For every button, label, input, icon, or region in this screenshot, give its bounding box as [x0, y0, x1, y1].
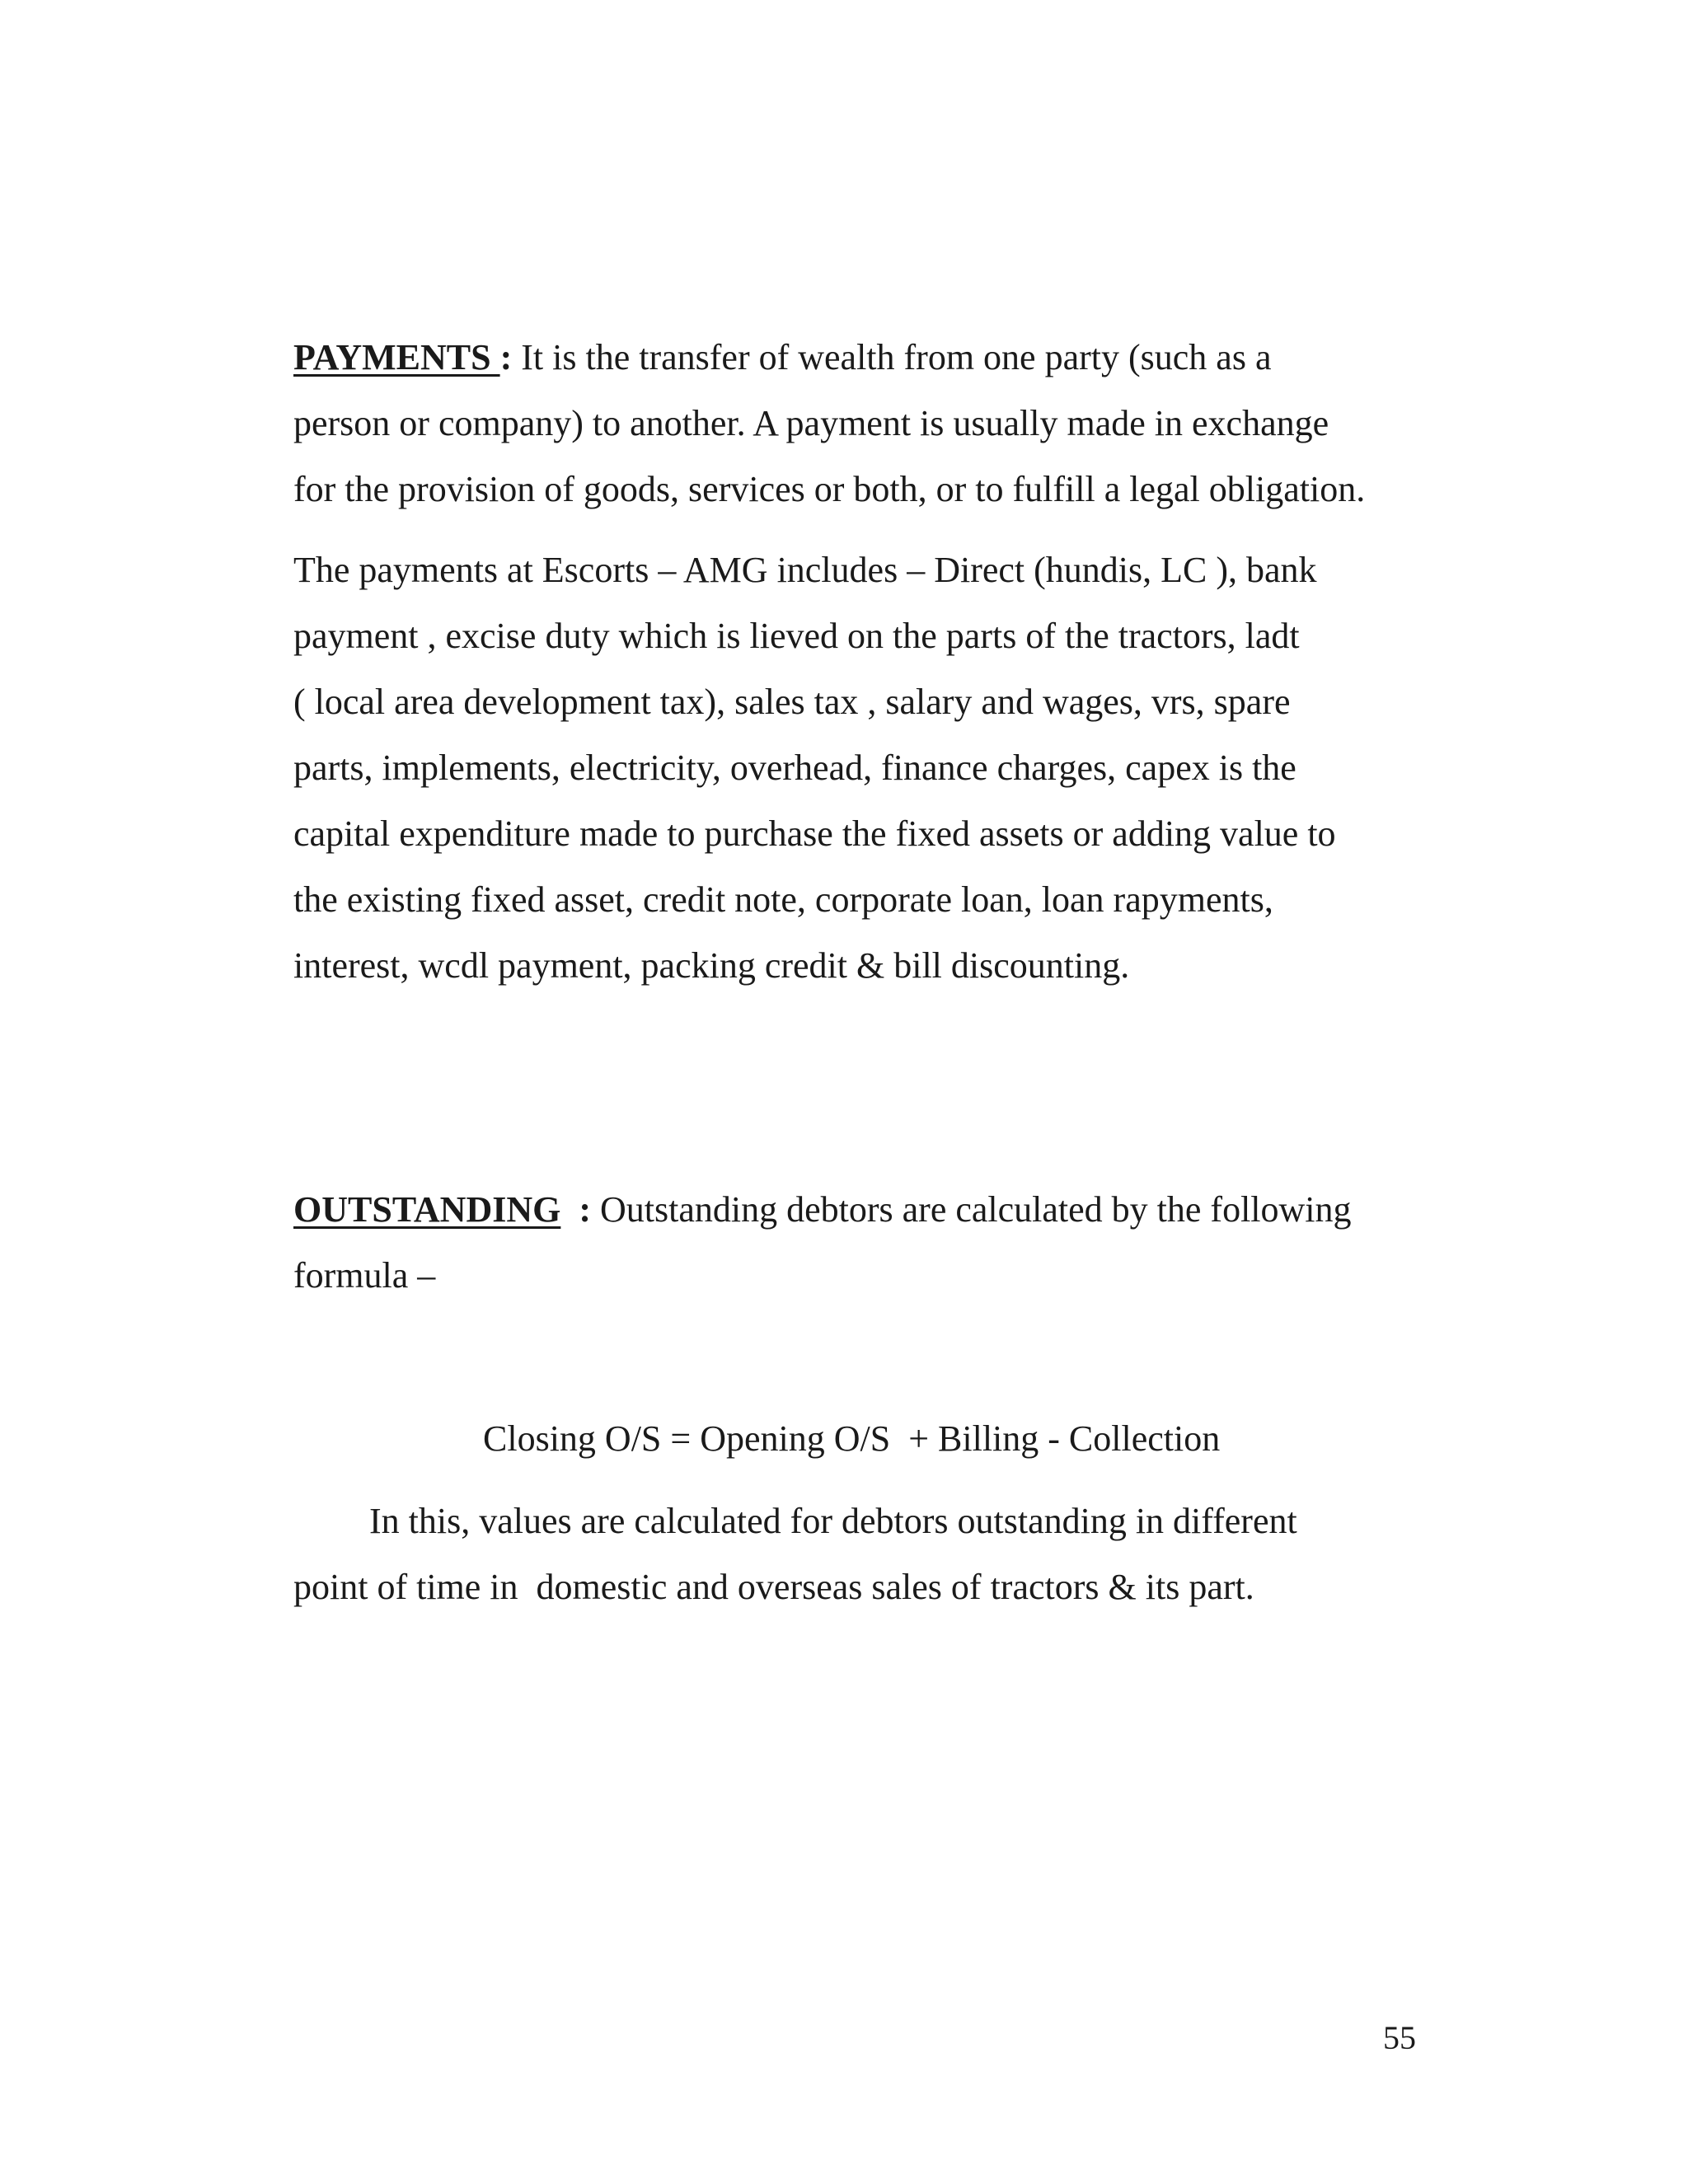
- payments-list-line-5: capital expenditure made to purchase the fixed assets or adding value to: [293, 813, 1336, 854]
- payments-paragraph-line-3: for the provision of goods, services or both, or to fulfill a legal obligation.: [293, 469, 1366, 509]
- payments-list-line-1: The payments at Escorts – AMG includes – Direct (hundis, LC ), bank: [293, 550, 1317, 590]
- payments-paragraph-line-2: person or company) to another. A payment is usually made in exchange: [293, 403, 1329, 443]
- outstanding-heading-colon: :: [560, 1189, 592, 1230]
- payments-list-line-4: parts, implements, electricity, overhead, finance charges, capex is the: [293, 748, 1296, 788]
- payments-list-line-6: the existing fixed asset, credit note, corporate loan, loan rapyments,: [293, 879, 1273, 920]
- outstanding-paragraph-line-2: formula –: [293, 1255, 436, 1296]
- payments-paragraph-line-1: [293, 335, 1271, 381]
- payments-list-line-7: interest, wcdl payment, packing credit & bill discounting.: [293, 945, 1130, 986]
- payments-list-line-3: ( local area development tax), sales tax , salary and wages, vrs, spare: [293, 682, 1291, 722]
- outstanding-formula: Closing O/S = Opening O/S + Billing - Collection: [483, 1418, 1221, 1459]
- outstanding-explanation-line-1: In this, values are calculated for debtors outstanding in different: [369, 1501, 1297, 1541]
- outstanding-explanation-line-2: point of time in domestic and overseas sales of tractors & its part.: [293, 1567, 1254, 1607]
- outstanding-heading: OUTSTANDING: [293, 1189, 561, 1230]
- outstanding-paragraph-line-1: [293, 1187, 1352, 1233]
- outstanding-text: Outstanding debtors are calculated by the following: [591, 1189, 1352, 1230]
- payments-heading: PAYMENTS: [293, 337, 500, 377]
- payments-text: It is the transfer of wealth from one party (such as a: [512, 337, 1272, 377]
- payments-list-line-2: payment , excise duty which is lieved on the parts of the tractors, ladt: [293, 616, 1300, 656]
- payments-heading-colon: :: [499, 337, 513, 377]
- page-number: 55: [1383, 2019, 1416, 2056]
